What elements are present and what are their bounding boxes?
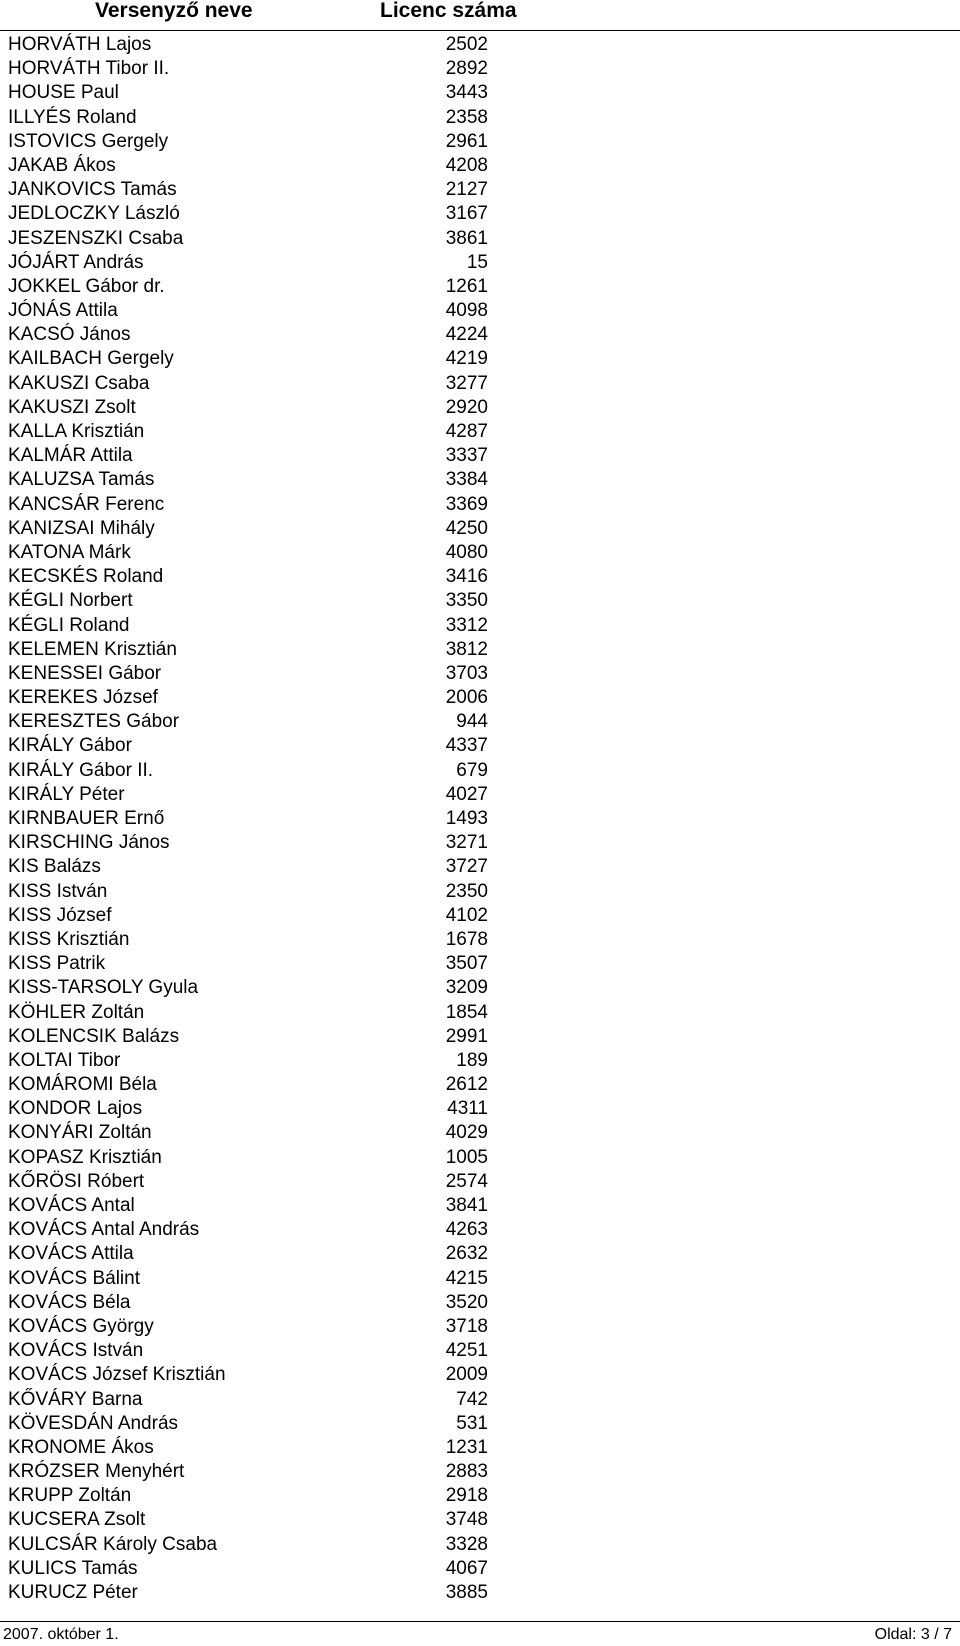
competitor-name: KONYÁRI Zoltán xyxy=(8,1122,152,1144)
competitor-name: JOKKEL Gábor dr. xyxy=(8,275,165,297)
competitor-name: KAILBACH Gergely xyxy=(8,348,174,370)
competitor-name: KOLTAI Tibor xyxy=(8,1049,121,1071)
competitor-name: KÉGLI Roland xyxy=(8,614,130,636)
competitor-name: KOMÁROMI Béla xyxy=(8,1074,157,1096)
competitor-name: KŐRÖSI Róbert xyxy=(8,1170,145,1192)
table-row xyxy=(0,372,960,396)
table-row xyxy=(0,323,960,347)
table-row xyxy=(0,1363,960,1387)
table-row xyxy=(0,1484,960,1508)
license-number: 15 xyxy=(466,251,488,273)
table-row xyxy=(0,589,960,613)
table-row xyxy=(0,638,960,662)
license-number: 189 xyxy=(456,1049,488,1071)
table-row xyxy=(0,1581,960,1605)
competitor-name: KISS Krisztián xyxy=(8,928,130,950)
competitor-name: KEREKES József xyxy=(8,687,158,709)
competitor-name: JAKAB Ákos xyxy=(8,154,116,176)
competitor-list xyxy=(0,33,960,1605)
competitor-name: KURUCZ Péter xyxy=(8,1582,138,1603)
license-number: 3885 xyxy=(445,1582,488,1603)
competitor-name: KAKUSZI Csaba xyxy=(8,372,150,394)
table-row xyxy=(0,855,960,879)
table-row xyxy=(0,1025,960,1049)
license-number: 3443 xyxy=(445,82,488,104)
license-number: 3748 xyxy=(445,1509,488,1531)
competitor-name: KOVÁCS István xyxy=(8,1340,144,1362)
competitor-name: JESZENSZKI Csaba xyxy=(8,227,184,249)
table-row xyxy=(0,106,960,130)
table-row xyxy=(0,1533,960,1557)
license-number: 4311 xyxy=(447,1098,488,1120)
license-number: 3312 xyxy=(445,614,488,636)
table-row xyxy=(0,81,960,105)
competitor-name: KOVÁCS Attila xyxy=(8,1243,134,1265)
license-number: 3416 xyxy=(445,566,488,588)
competitor-name: KIRNBAUER Ernő xyxy=(8,808,165,829)
competitor-name: KRONOME Ákos xyxy=(8,1436,154,1458)
license-number: 1231 xyxy=(445,1436,488,1458)
license-number: 1493 xyxy=(445,808,488,829)
table-row xyxy=(0,1291,960,1315)
table-row xyxy=(0,541,960,565)
footer-date: 2007. október 1. xyxy=(3,1626,119,1643)
competitor-name: JÓJÁRT András xyxy=(8,251,144,273)
license-number: 742 xyxy=(456,1388,488,1410)
competitor-name: KULCSÁR Károly Csaba xyxy=(8,1533,218,1555)
table-row xyxy=(0,1242,960,1266)
competitor-name: KANIZSAI Mihály xyxy=(8,517,155,539)
table-row xyxy=(0,1267,960,1291)
competitor-name: KOPASZ Krisztián xyxy=(8,1146,162,1168)
license-number: 3271 xyxy=(445,832,488,854)
license-number: 4215 xyxy=(445,1267,488,1289)
table-row xyxy=(0,1146,960,1170)
competitor-name: KISS-TARSOLY Gyula xyxy=(8,977,199,999)
competitor-name: KÉGLI Norbert xyxy=(8,590,133,612)
competitor-name: HORVÁTH Tibor II. xyxy=(8,58,170,80)
license-number: 4027 xyxy=(445,783,488,805)
license-number: 4098 xyxy=(445,300,488,322)
license-number: 2574 xyxy=(445,1170,488,1192)
page-number: Oldal: 3 / 7 xyxy=(874,1626,952,1643)
table-row xyxy=(0,347,960,371)
table-row xyxy=(0,1001,960,1025)
table-row xyxy=(0,178,960,202)
table-row xyxy=(0,1460,960,1484)
competitor-name: KOVÁCS György xyxy=(8,1315,154,1337)
license-number: 4080 xyxy=(445,541,488,563)
table-row xyxy=(0,807,960,831)
competitor-name: JANKOVICS Tamás xyxy=(8,179,177,201)
competitor-name: KECSKÉS Roland xyxy=(8,566,164,588)
competitor-name: JEDLOCZKY László xyxy=(8,203,180,225)
table-row xyxy=(0,1508,960,1532)
table-row xyxy=(0,1170,960,1194)
competitor-name: KULICS Tamás xyxy=(8,1557,138,1579)
table-row xyxy=(0,1121,960,1145)
table-row xyxy=(0,57,960,81)
competitor-name: KUCSERA Zsolt xyxy=(8,1509,146,1531)
table-row xyxy=(0,928,960,952)
license-number: 3277 xyxy=(445,372,488,394)
competitor-name: KRÓZSER Menyhért xyxy=(8,1461,185,1483)
table-row xyxy=(0,734,960,758)
table-row xyxy=(0,130,960,154)
license-number: 4263 xyxy=(445,1219,488,1241)
license-number: 1261 xyxy=(445,275,488,297)
competitor-name: ILLYÉS Roland xyxy=(8,106,137,128)
competitor-name: KŐVÁRY Barna xyxy=(8,1388,143,1410)
competitor-name: KAKUSZI Zsolt xyxy=(8,396,136,418)
license-number: 2883 xyxy=(445,1461,488,1483)
column-header-license: Licenc száma xyxy=(380,0,517,22)
table-row xyxy=(0,1097,960,1121)
table-row xyxy=(0,1073,960,1097)
license-number: 3718 xyxy=(445,1315,488,1337)
page-footer xyxy=(0,1621,960,1646)
competitor-name: KISS József xyxy=(8,904,112,926)
table-row xyxy=(0,565,960,589)
table-row xyxy=(0,468,960,492)
license-number: 4029 xyxy=(445,1122,488,1144)
competitor-name: KACSÓ János xyxy=(8,324,131,346)
license-number: 3841 xyxy=(445,1195,488,1216)
license-number: 2009 xyxy=(445,1364,488,1386)
column-header-name: Versenyző neve xyxy=(95,0,253,22)
license-number: 3369 xyxy=(445,493,488,515)
license-number: 4102 xyxy=(445,904,488,926)
competitor-name: KALMÁR Attila xyxy=(8,445,133,467)
competitor-name: KOVÁCS Bálint xyxy=(8,1267,140,1289)
competitor-name: KOVÁCS Béla xyxy=(8,1291,131,1313)
license-number: 2892 xyxy=(445,58,488,80)
competitor-name: KÖHLER Zoltán xyxy=(8,1001,145,1023)
table-row xyxy=(0,493,960,517)
competitor-name: KIS Balázs xyxy=(8,856,101,878)
license-number: 3209 xyxy=(445,977,488,999)
license-number: 2920 xyxy=(445,396,488,418)
table-row xyxy=(0,1412,960,1436)
license-number: 2350 xyxy=(445,880,488,902)
license-number: 4067 xyxy=(445,1557,488,1579)
license-number: 3727 xyxy=(445,856,488,878)
table-row xyxy=(0,444,960,468)
competitor-name: KOVÁCS Antal András xyxy=(8,1219,200,1241)
table-row xyxy=(0,396,960,420)
table-row xyxy=(0,686,960,710)
license-number: 2918 xyxy=(445,1485,488,1507)
table-header xyxy=(0,0,960,31)
license-number: 679 xyxy=(456,759,488,781)
table-row xyxy=(0,880,960,904)
license-number: 1854 xyxy=(445,1001,488,1023)
table-row xyxy=(0,759,960,783)
table-row xyxy=(0,154,960,178)
competitor-name: KATONA Márk xyxy=(8,541,131,563)
license-number: 2632 xyxy=(445,1243,488,1265)
license-number: 3507 xyxy=(445,953,488,975)
license-number: 2127 xyxy=(445,179,488,201)
table-row xyxy=(0,251,960,275)
competitor-name: KALUZSA Tamás xyxy=(8,469,155,491)
competitor-name: KOVÁCS Antal xyxy=(8,1195,135,1216)
license-number: 3861 xyxy=(445,227,488,249)
license-number: 4219 xyxy=(445,348,488,370)
table-row xyxy=(0,831,960,855)
table-row xyxy=(0,275,960,299)
competitor-name: KÖVESDÁN András xyxy=(8,1412,179,1434)
competitor-name: JÓNÁS Attila xyxy=(8,300,118,322)
license-number: 3384 xyxy=(445,469,488,491)
competitor-name: KISS Patrik xyxy=(8,953,106,975)
competitor-name: KIRÁLY Gábor II. xyxy=(8,759,154,781)
table-row xyxy=(0,1388,960,1412)
competitor-name: KISS István xyxy=(8,880,108,902)
table-row xyxy=(0,1339,960,1363)
competitor-name: ISTOVICS Gergely xyxy=(8,130,169,152)
license-number: 2961 xyxy=(445,130,488,152)
competitor-name: KONDOR Lajos xyxy=(8,1098,143,1120)
competitor-name: KIRSCHING János xyxy=(8,832,170,854)
competitor-name: KOLENCSIK Balázs xyxy=(8,1025,180,1047)
license-number: 2006 xyxy=(445,687,488,709)
competitor-name: KRUPP Zoltán xyxy=(8,1485,132,1507)
license-number: 3328 xyxy=(445,1533,488,1555)
license-number: 2502 xyxy=(445,34,488,55)
table-row xyxy=(0,662,960,686)
competitor-name: HORVÁTH Lajos xyxy=(8,34,152,55)
table-row xyxy=(0,1194,960,1218)
table-row xyxy=(0,202,960,226)
competitor-name: KENESSEI Gábor xyxy=(8,662,162,684)
table-row xyxy=(0,783,960,807)
table-row xyxy=(0,1557,960,1581)
license-number: 3812 xyxy=(445,638,488,660)
table-row xyxy=(0,1218,960,1242)
license-number: 1005 xyxy=(445,1146,488,1168)
license-number: 944 xyxy=(456,711,488,733)
table-row xyxy=(0,614,960,638)
table-row xyxy=(0,1436,960,1460)
competitor-name: KELEMEN Krisztián xyxy=(8,638,177,660)
competitor-name: KANCSÁR Ferenc xyxy=(8,493,165,515)
license-number: 3520 xyxy=(445,1291,488,1313)
competitor-name: KIRÁLY Péter xyxy=(8,783,125,805)
table-row xyxy=(0,420,960,444)
table-row xyxy=(0,904,960,928)
license-number: 4251 xyxy=(445,1340,488,1362)
license-number: 3337 xyxy=(445,445,488,467)
competitor-name: KERESZTES Gábor xyxy=(8,711,180,733)
license-number: 4208 xyxy=(445,154,488,176)
table-row xyxy=(0,1049,960,1073)
license-number: 4250 xyxy=(445,517,488,539)
license-number: 1678 xyxy=(445,928,488,950)
table-row xyxy=(0,952,960,976)
license-number: 4287 xyxy=(445,421,488,442)
license-number: 3350 xyxy=(445,590,488,612)
license-number: 2612 xyxy=(445,1074,488,1096)
table-row xyxy=(0,227,960,251)
license-number: 4337 xyxy=(445,735,488,757)
license-number: 3167 xyxy=(445,203,488,225)
license-number: 2991 xyxy=(445,1025,488,1047)
table-row xyxy=(0,976,960,1000)
table-row xyxy=(0,1315,960,1339)
competitor-name: KIRÁLY Gábor xyxy=(8,735,132,757)
competitor-name: HOUSE Paul xyxy=(8,82,119,104)
license-number: 3703 xyxy=(445,662,488,684)
table-row xyxy=(0,517,960,541)
competitor-name: KALLA Krisztián xyxy=(8,421,145,442)
license-number: 2358 xyxy=(445,106,488,128)
table-row xyxy=(0,33,960,57)
competitor-name: KOVÁCS József Krisztián xyxy=(8,1364,226,1386)
license-number: 4224 xyxy=(445,324,488,346)
table-row xyxy=(0,299,960,323)
license-number: 531 xyxy=(456,1412,488,1434)
table-row xyxy=(0,710,960,734)
